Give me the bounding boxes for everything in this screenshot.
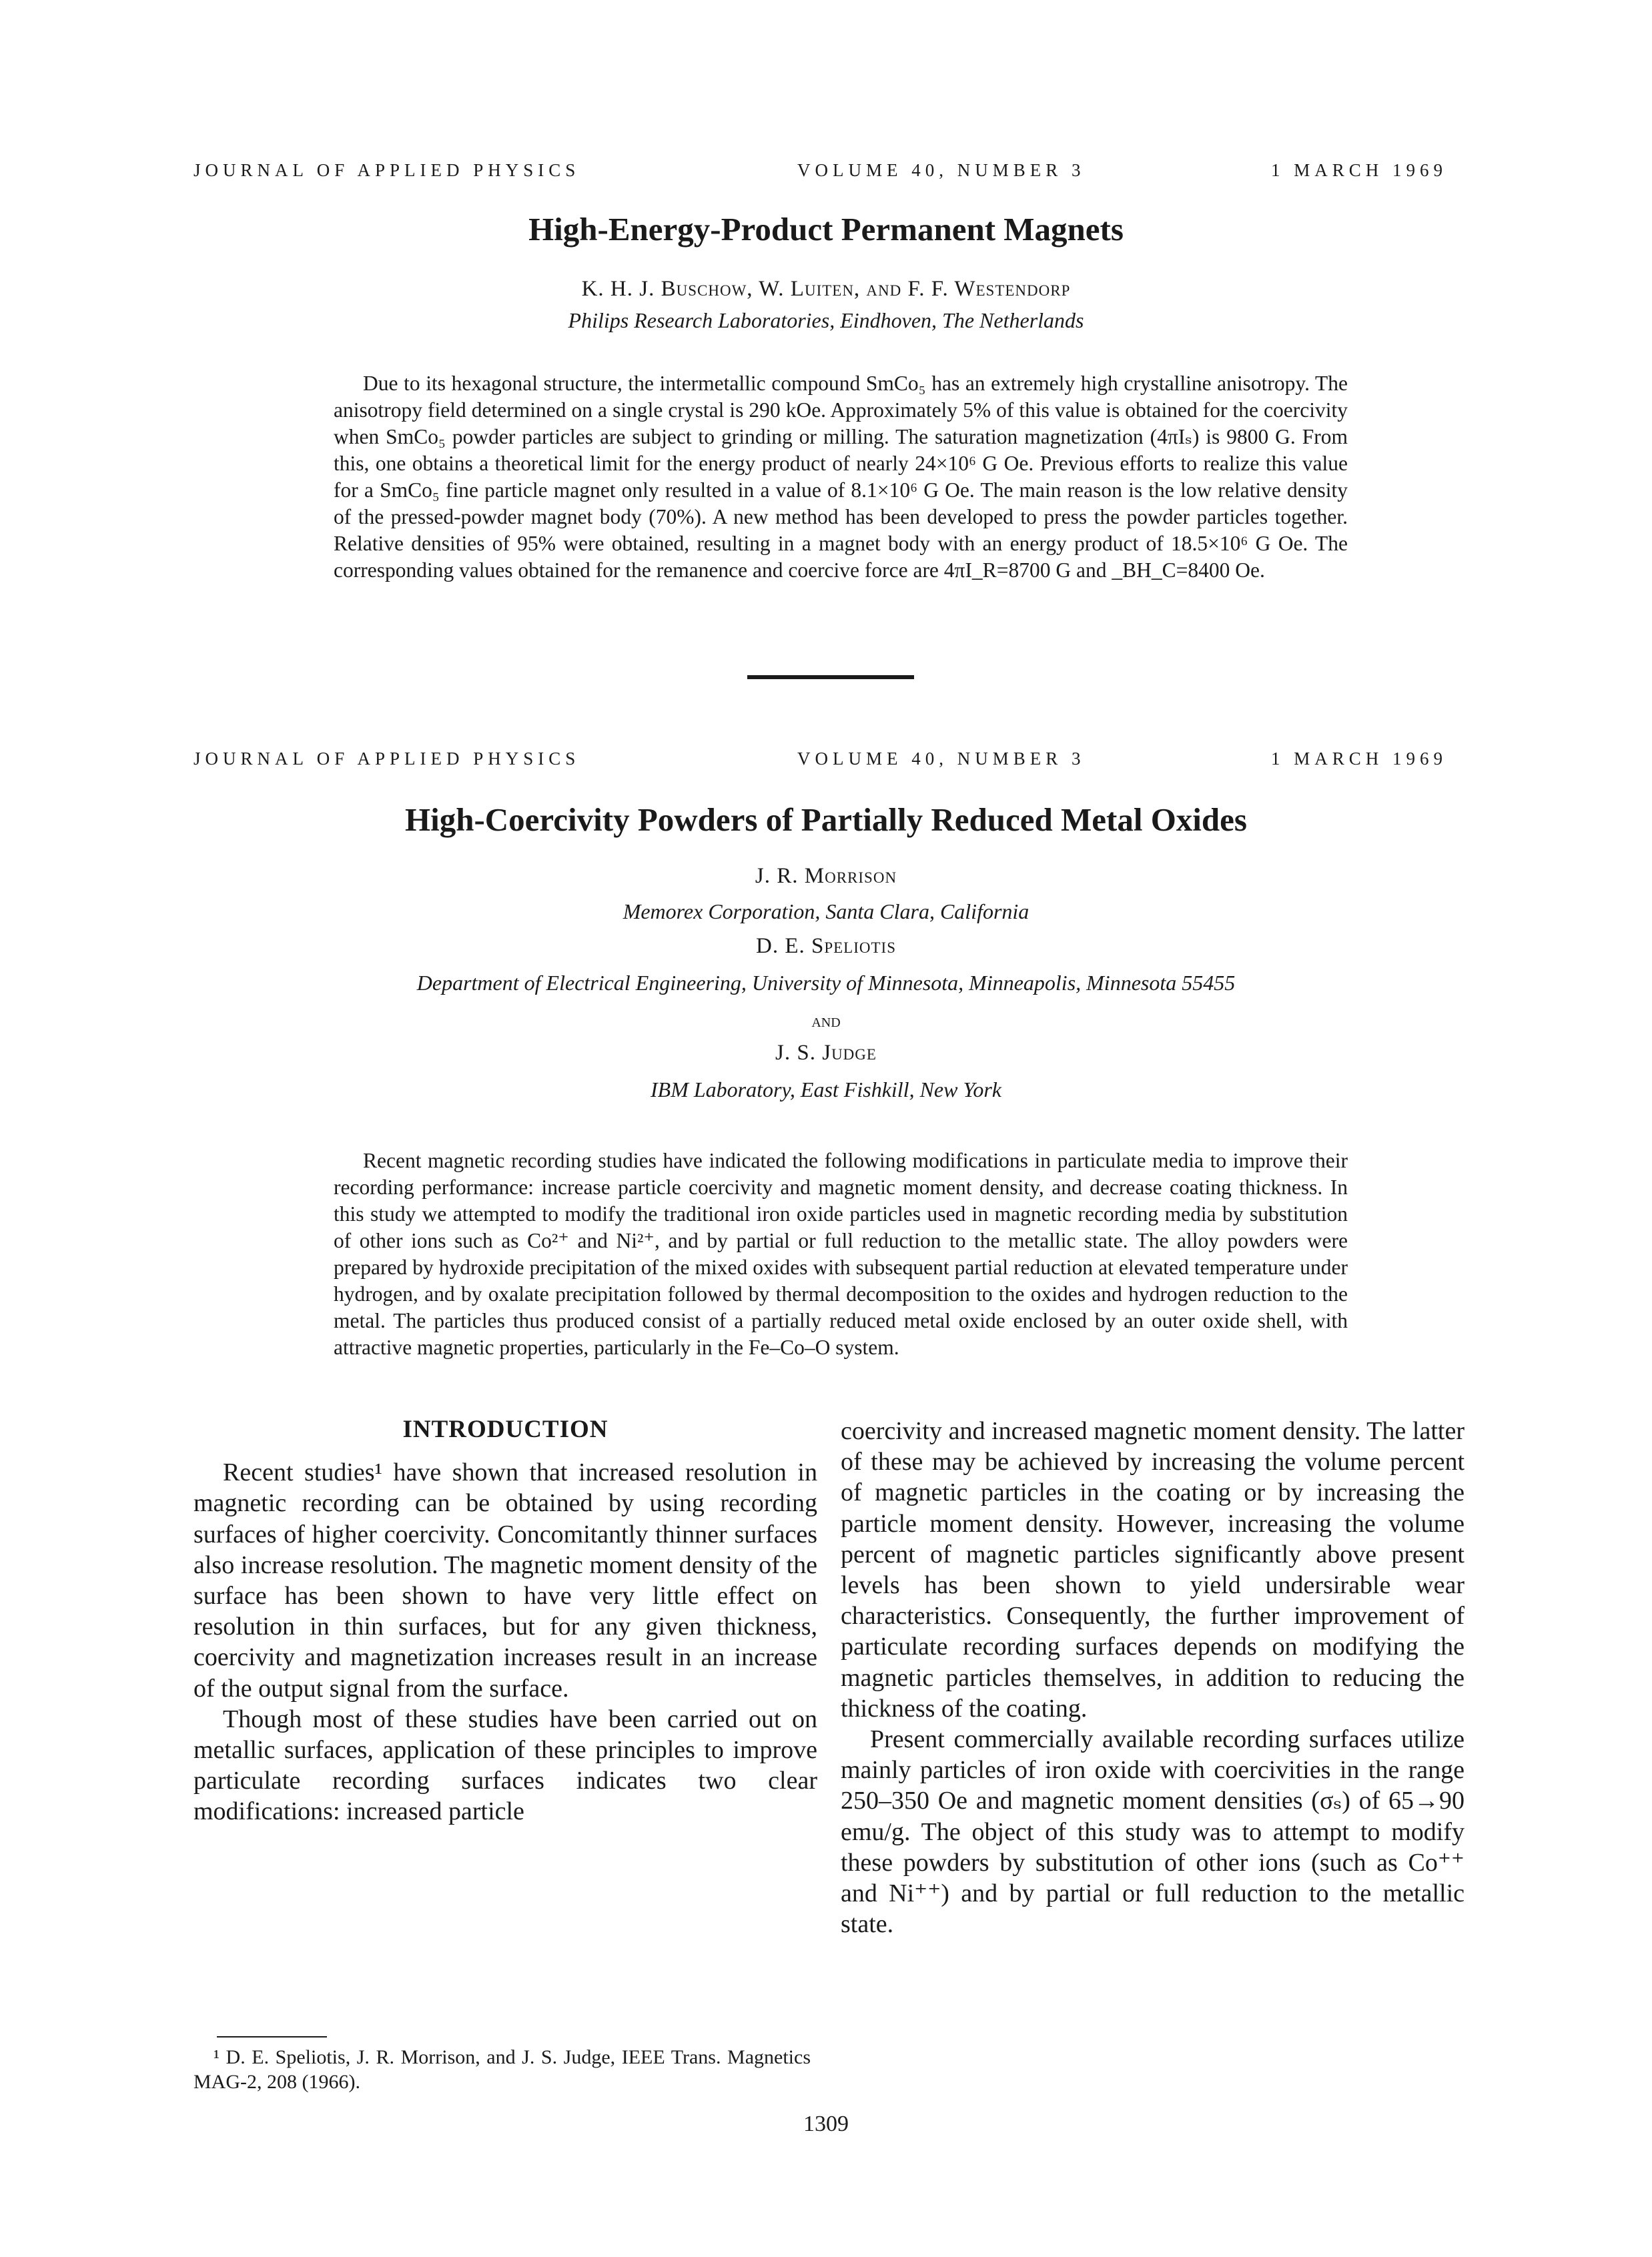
article1-abstract: Due to its hexagonal structure, the intermetallic compound SmCo₅ has an extremely high crystalline anisotropy. The anisotropy field determined on a single crystal is 290 kOe. Approximately 5% of this value is obtained for the coercivity when SmCo₅ powder particles are subject to grinding or milling. The saturation magnetization (4πIₛ) is 9800 G. From this, one obtains a theoretical limit for the energy product of nearly 24×10⁶ G Oe. Previous efforts to realize this value for a SmCo₅ fine particle magnet only resulted in a value of 8.1×10⁶ G Oe. The main reason is the low relative density of the pressed-powder magnet body (70%). A new method has been developed to press the powder particles together. Relative densities of 95% were obtained, resulting in a magnet body with an energy product of 18.5×10⁶ G Oe. The corresponding values obtained for the remanence and coercive force are 4πI_R=8700 G and _BH_C=8400 Oe. [334,372,1348,582]
running-header-date-1: 1 MARCH 1969 [1271,160,1448,180]
right-paragraph-1: coercivity and increased magnetic moment density. The latter of these may be achieved by increasing the volume percent of magnetic particles in the coating or by increasing the particle moment density. However, increasing the volume percent of magnetic particles significantly above present levels has been shown to yield undersirable wear characteristics. Consequently, the further improvement of particulate recording surfaces depends on modifying the magnetic particles themselves, in addition to reducing the thickness of the coating. [841,1417,1465,1723]
footnote-rule [217,2036,327,2038]
running-header-journal-2: JOURNAL OF APPLIED PHYSICS [193,749,580,769]
page-number: 1309 [803,2112,849,2136]
article2-affiliation-1: Memorex Corporation, Santa Clara, California [623,899,1029,923]
left-column [193,1414,817,1827]
article2-abstract: Recent magnetic recording studies have indicated the following modifications in particulate media to improve their recording performance: increase particle coercivity and magnetic moment density, and decrease coating thickness. In this study we attempted to modify the traditional iron oxide particles used in magnetic recording media by substitution of other ions such as Co²⁺ and Ni²⁺, and by partial or full reduction to the metallic state. The alloy powders were prepared by hydroxide precipitation of the mixed oxides with subsequent partial reduction at elevated temperature under hydrogen, and by oxalate precipitation followed by thermal decomposition to the oxides and hydrogen reduction to the metal. The particles thus produced consist of a partially reduced metal oxide enclosed by an outer oxide shell, with attractive magnetic properties, particularly in the Fe–Co–O system. [334,1149,1348,1359]
article2-author-2: D. E. Speliotis [755,934,896,958]
article2-affiliation-3: IBM Laboratory, East Fishkill, New York [651,1077,1001,1101]
article1-affiliation: Philips Research Laboratories, Eindhoven, The Netherlands [568,308,1084,332]
article2-and: and [811,1011,841,1031]
article2-author-1: J. R. Morrison [755,864,897,888]
article1-authors: K. H. J. Buschow, W. Luiten, and F. F. Westendorp [581,277,1071,301]
left-paragraph-1: Recent studies¹ have shown that increased resolution in magnetic recording can be obtained by using recording surfaces of higher coercivity. Concomitantly thinner surfaces also increase resolution. The magnetic moment density of the surface has been shown to have very little effect on resolution in thin surfaces, but for any given thickness, coercivity and magnetization increases result in an increase of the output signal from the surface. [193,1458,817,1703]
article2-title: High-Coercivity Powders of Partially Reduced Metal Oxides [405,801,1247,838]
right-paragraph-2: Present commercially available recording surfaces utilize mainly particles of iron oxide with coercivities in the range 250–350 Oe and magnetic moment densities (σₛ) of 65→90 emu/g. The object of this study was to attempt to modify these powders by substitution of other ions (such as Co⁺⁺ and Ni⁺⁺) and by partial or full reduction to the metallic state. [841,1725,1465,1939]
article1-title: High-Energy-Product Permanent Magnets [528,211,1124,248]
running-header-journal-1: JOURNAL OF APPLIED PHYSICS [193,160,580,180]
left-paragraph-2: Though most of these studies have been carried out on metallic surfaces, application of these principles to improve particulate recording surfaces indicates two clear modifications: increased particle [193,1705,817,1826]
running-header-date-2: 1 MARCH 1969 [1271,749,1448,769]
introduction-heading: INTRODUCTION [402,1416,608,1443]
running-header-volume-2: VOLUME 40, NUMBER 3 [797,749,1086,769]
article2-affiliation-2: Department of Electrical Engineering, University of Minnesota, Minneapolis, Minnesota 55455 [416,971,1236,995]
article2-author-3: J. S. Judge [775,1041,877,1065]
footnote-1: ¹ D. E. Speliotis, J. R. Morrison, and J. S. Judge, IEEE Trans. Magnetics MAG-2, 208 (1966). [193,2046,811,2093]
right-column [841,1416,1465,1939]
running-header-volume-1: VOLUME 40, NUMBER 3 [797,160,1086,180]
article-separator-rule [747,675,914,679]
